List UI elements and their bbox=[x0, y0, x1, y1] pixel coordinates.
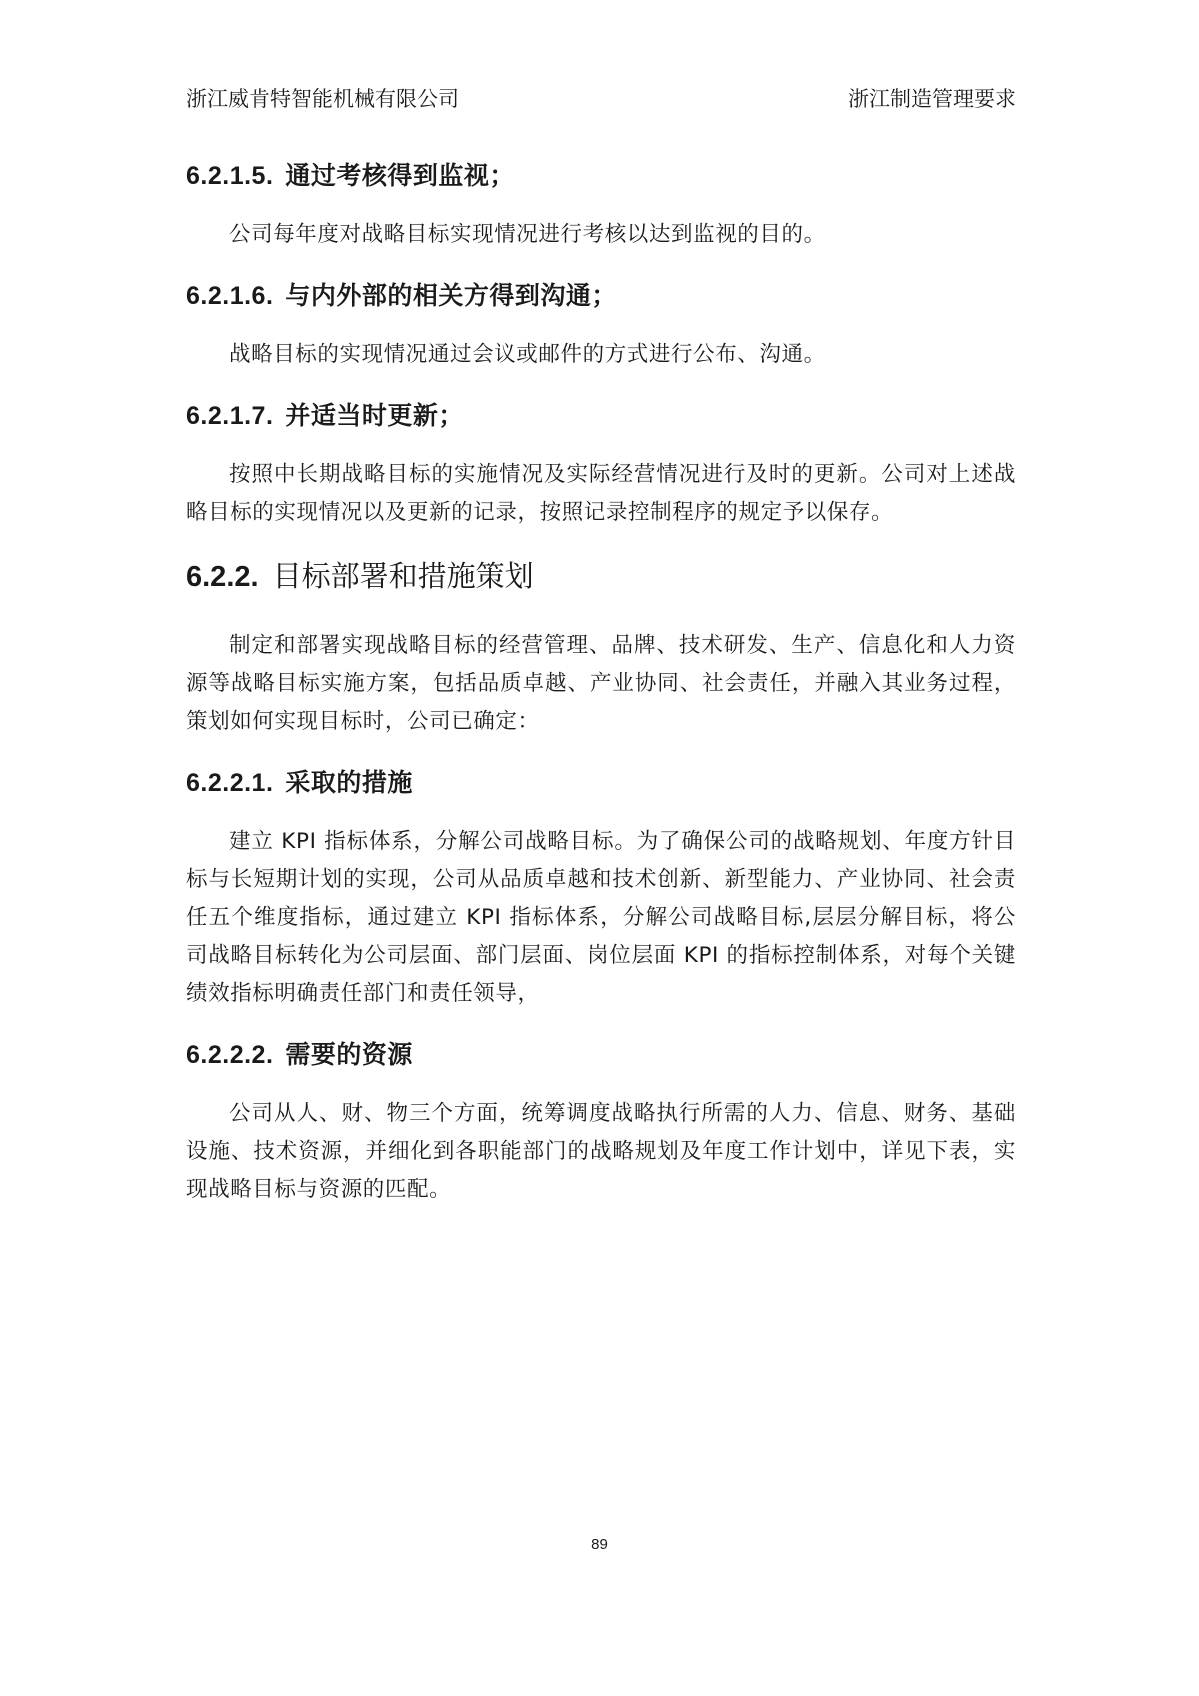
page-header bbox=[186, 84, 1016, 120]
heading-title: 采取的措施 bbox=[285, 768, 413, 797]
heading-6-2-1-7 bbox=[186, 398, 1016, 434]
heading-title: 通过考核得到监视； bbox=[285, 161, 515, 190]
heading-number: 6.2.1.7. bbox=[186, 402, 274, 430]
paragraph: 公司从人、财、物三个方面，统筹调度战略执行所需的人力、信息、财务、基础设施、技术资源，并细化到各职能部门的战略规划及年度工作计划中，详见下表，实现战略目标与资源的匹配。 bbox=[186, 1101, 1016, 1202]
paragraph: 建立 KPI 指标体系，分解公司战略目标。为了确保公司的战略规划、年度方针目标与长短期计划的实现，公司从品质卓越和技术创新、新型能力、产业协同、社会责任五个维度指标，通过建立 KPI 指标体系，分解公司战略目标,层层分解目标，将公司战略目标转化为公司层面、部门层面、岗位层面 KPI 的指标控制体系，对每个关键绩效指标明确责任部门和责任领导， bbox=[186, 829, 1016, 1006]
heading-6-2-1-6 bbox=[186, 278, 1016, 314]
heading-title: 与内外部的相关方得到沟通； bbox=[285, 281, 617, 310]
header-company-name: 浙江威肯特智能机械有限公司 bbox=[186, 87, 459, 111]
heading-title: 需要的资源 bbox=[285, 1040, 413, 1069]
heading-number: 6.2.2.2. bbox=[186, 1041, 274, 1069]
heading-6-2-2-2 bbox=[186, 1037, 1016, 1073]
heading-title: 并适当时更新； bbox=[285, 401, 464, 430]
heading-number: 6.2.2.1. bbox=[186, 769, 274, 797]
heading-number: 6.2.2. bbox=[186, 561, 259, 593]
heading-number: 6.2.1.5. bbox=[186, 162, 274, 190]
paragraph: 制定和部署实现战略目标的经营管理、品牌、技术研发、生产、信息化和人力资源等战略目标实施方案，包括品质卓越、产业协同、社会责任，并融入其业务过程，策划如何实现目标时，公司已确定： bbox=[186, 633, 1016, 734]
page-number: 89 bbox=[591, 1536, 608, 1553]
heading-6-2-2 bbox=[186, 556, 1016, 597]
page-content bbox=[186, 158, 1016, 1233]
paragraph: 公司每年度对战略目标实现情况进行考核以达到监视的目的。 bbox=[229, 222, 826, 247]
paragraph: 战略目标的实现情况通过会议或邮件的方式进行公布、沟通。 bbox=[229, 342, 826, 367]
paragraph: 按照中长期战略目标的实施情况及实际经营情况进行及时的更新。公司对上述战略目标的实现情况以及更新的记录，按照记录控制程序的规定予以保存。 bbox=[186, 462, 1016, 525]
header-document-title: 浙江制造管理要求 bbox=[848, 87, 1016, 111]
heading-6-2-1-5 bbox=[186, 158, 1016, 194]
heading-title: 目标部署和措施策划 bbox=[272, 559, 534, 593]
heading-number: 6.2.1.6. bbox=[186, 282, 274, 310]
heading-6-2-2-1 bbox=[186, 765, 1016, 801]
